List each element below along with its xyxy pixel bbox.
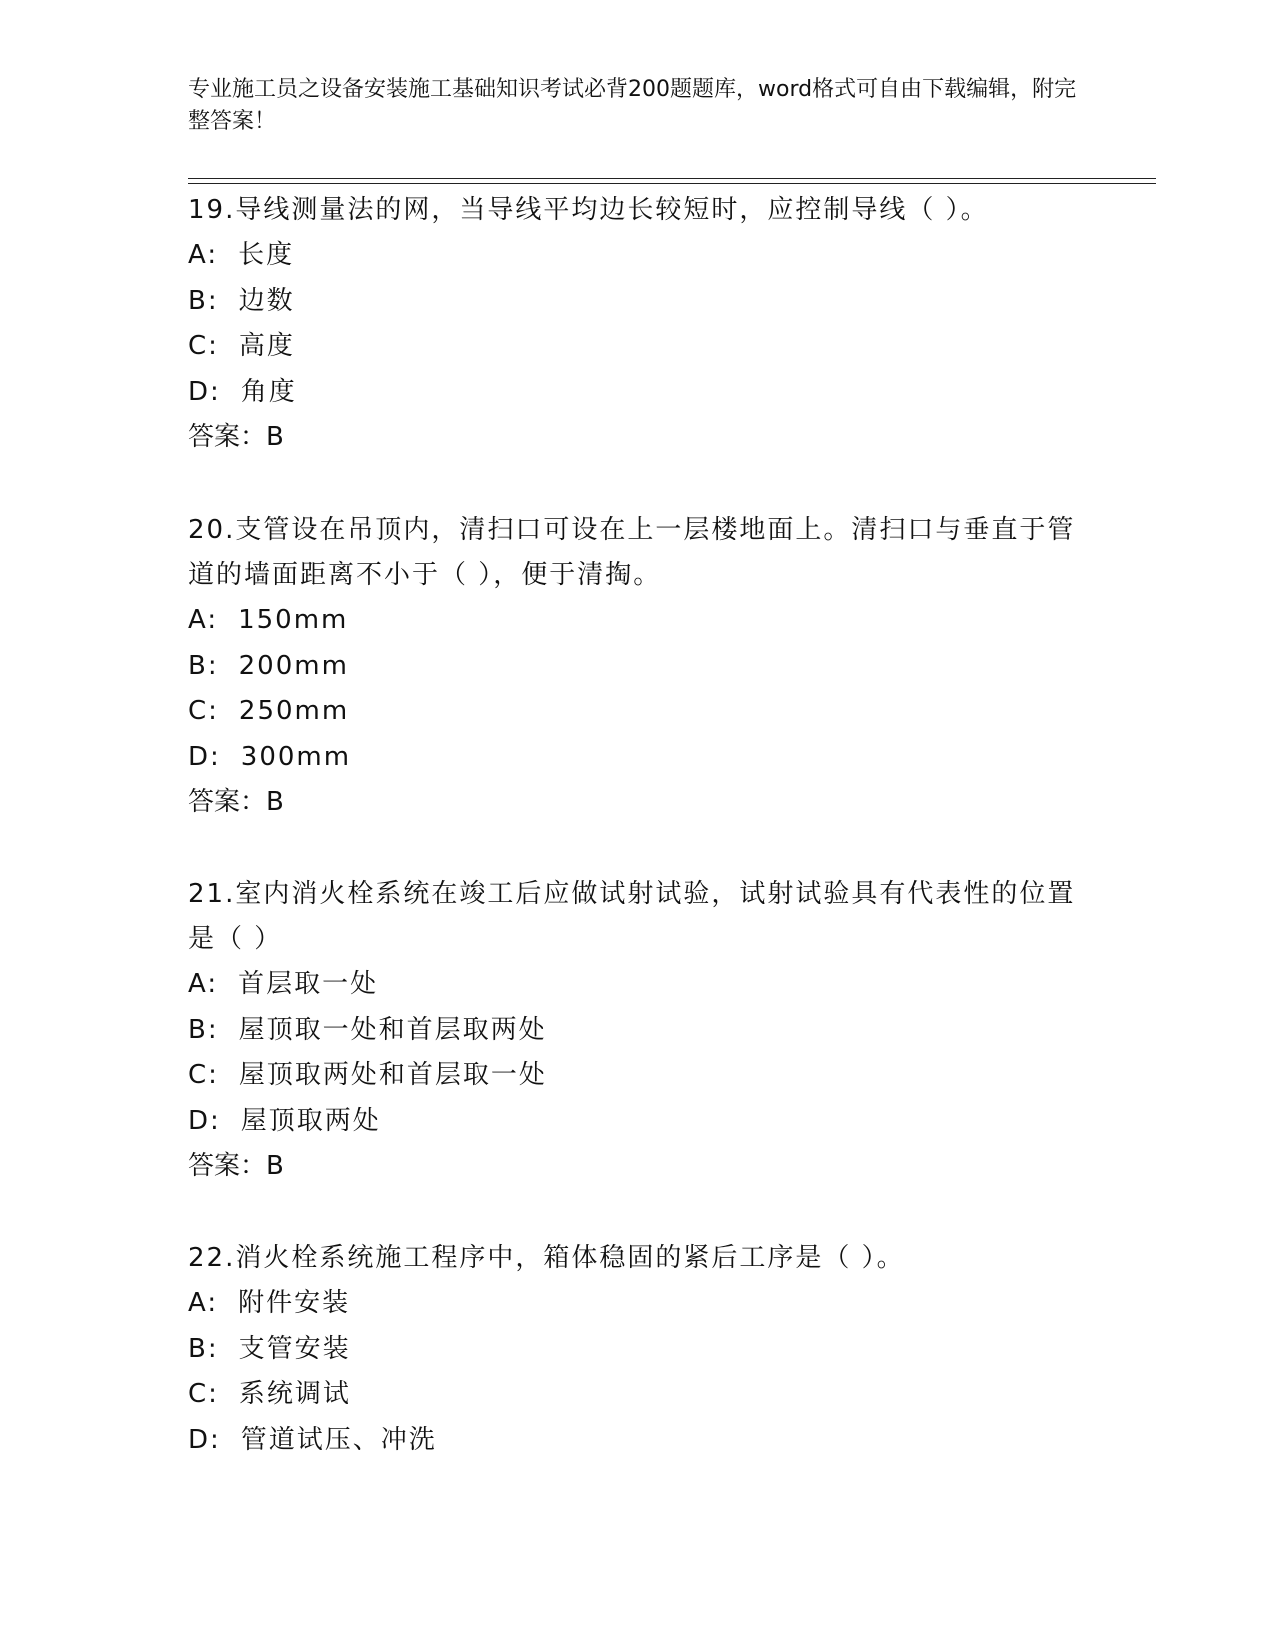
option-b <box>188 644 1088 690</box>
option-b <box>188 1008 1088 1054</box>
option-text: 长度 <box>238 240 295 270</box>
option-text: 边数 <box>238 285 295 316</box>
option-letter: C: <box>188 696 219 727</box>
question-text: 22.消火栓系统施工程序中，箱体稳固的紧后工序是（ ）。 <box>188 1243 905 1273</box>
option-letter: C: <box>188 331 219 362</box>
question-20 <box>188 508 1088 826</box>
option-letter: B: <box>188 1333 219 1364</box>
question-22 <box>188 1236 1088 1463</box>
question-text: 19.导线测量法的网，当导线平均边长较短时，应控制导线（ ）。 <box>188 195 989 225</box>
option-text: 系统调试 <box>238 1379 351 1410</box>
question-text: 21.室内消火栓系统在竣工后应做试射试验，试射试验具有代表性的位置是（ ） <box>188 879 1076 954</box>
option-d <box>188 1418 1088 1464</box>
option-text: 附件安装 <box>238 1288 351 1318</box>
answer-line: 答案：B <box>188 787 284 818</box>
answer-line: 答案：B <box>188 422 284 453</box>
option-text: 支管安装 <box>238 1333 351 1364</box>
header-divider <box>188 178 1156 179</box>
option-c <box>188 324 1088 370</box>
option-letter: D: <box>188 376 221 407</box>
option-letter: A: <box>188 240 219 270</box>
answer-line: 答案：B <box>188 1151 284 1182</box>
option-text: 屋顶取两处 <box>240 1105 381 1136</box>
option-text: 首层取一处 <box>238 969 379 999</box>
option-text: 屋顶取一处和首层取两处 <box>238 1014 547 1045</box>
header-divider-thin <box>188 183 1156 184</box>
option-text: 管道试压、冲洗 <box>240 1424 437 1455</box>
option-letter: C: <box>188 1060 219 1091</box>
option-letter: A: <box>188 969 219 999</box>
option-letter: D: <box>188 1105 221 1136</box>
option-text: 250mm <box>238 696 350 727</box>
option-text: 200mm <box>238 650 349 681</box>
option-a <box>188 233 1088 279</box>
option-c <box>188 1053 1088 1099</box>
option-letter: C: <box>188 1379 219 1410</box>
option-d <box>188 370 1088 416</box>
option-c <box>188 689 1088 735</box>
question-19 <box>188 188 1088 461</box>
option-b <box>188 279 1088 325</box>
option-text: 角度 <box>240 376 297 407</box>
option-text: 300mm <box>240 741 352 772</box>
option-b <box>188 1327 1088 1373</box>
option-a <box>188 962 1088 1008</box>
question-text: 20.支管设在吊顶内，清扫口可设在上一层楼地面上。清扫口与垂直于管道的墙面距离不小于（ ），便于清掏。 <box>188 515 1076 590</box>
option-text: 高度 <box>238 331 295 362</box>
question-21 <box>188 872 1088 1190</box>
option-letter: A: <box>188 605 219 635</box>
option-letter: A: <box>188 1288 219 1318</box>
option-a <box>188 598 1088 644</box>
option-a <box>188 1281 1088 1327</box>
option-d <box>188 735 1088 781</box>
option-letter: B: <box>188 650 219 681</box>
option-letter: D: <box>188 1424 221 1455</box>
option-letter: D: <box>188 741 221 772</box>
option-letter: B: <box>188 285 219 316</box>
option-text: 150mm <box>238 605 349 635</box>
option-d <box>188 1099 1088 1145</box>
option-text: 屋顶取两处和首层取一处 <box>238 1060 547 1091</box>
option-letter: B: <box>188 1014 219 1045</box>
option-c <box>188 1372 1088 1418</box>
document-header: 专业施工员之设备安装施工基础知识考试必背200题题库，word格式可自由下载编辑，附完整答案！ <box>188 77 1077 134</box>
